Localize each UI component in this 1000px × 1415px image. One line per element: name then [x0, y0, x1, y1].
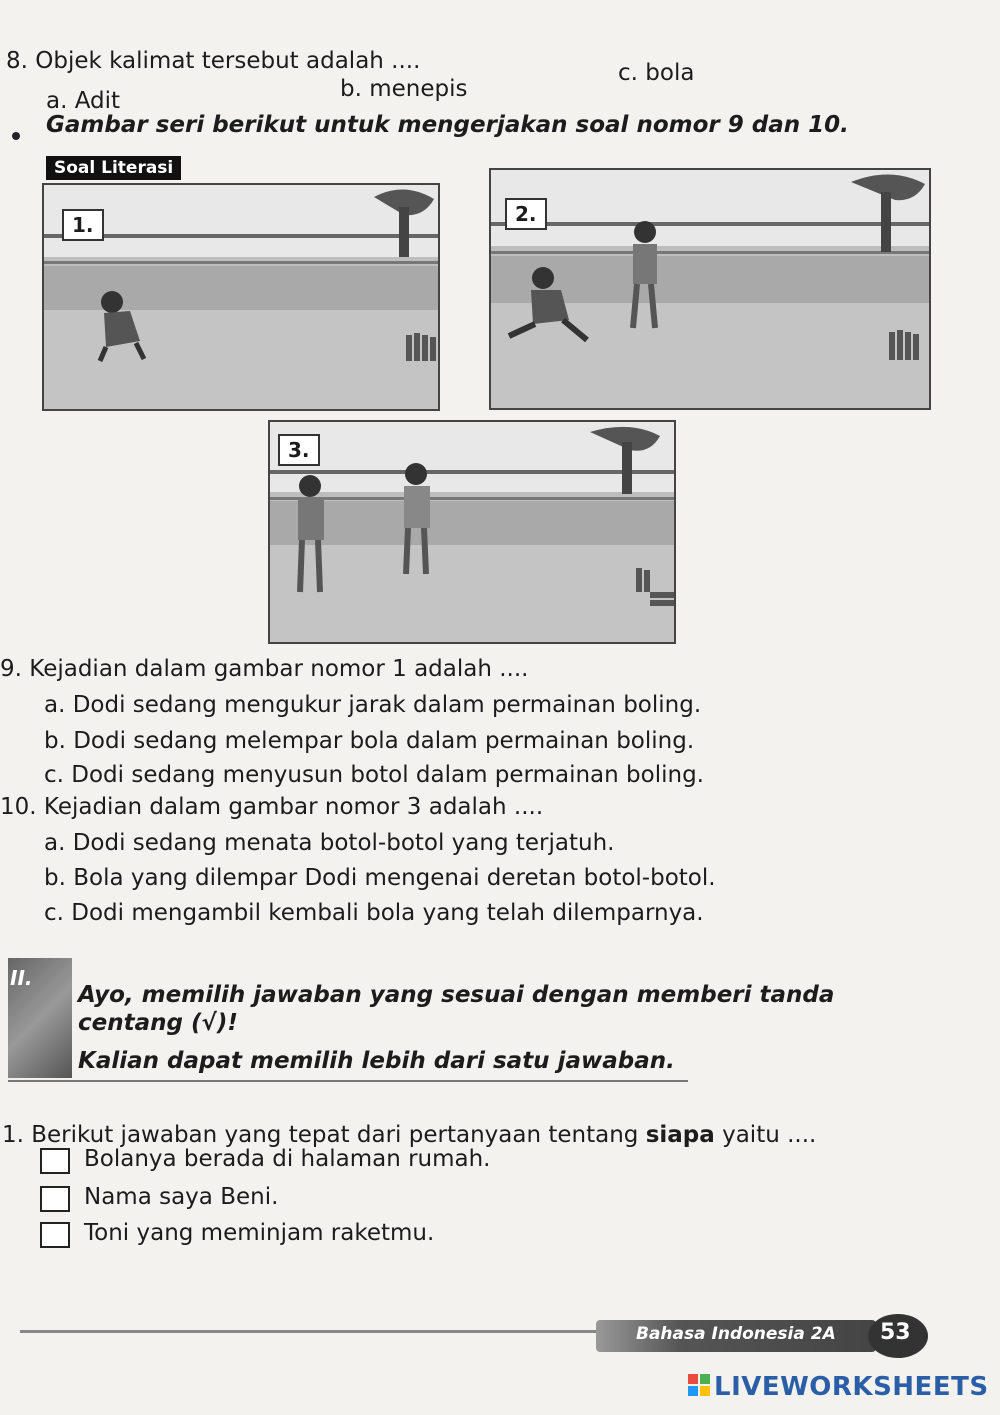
checkbox-choice-1[interactable]	[40, 1148, 70, 1174]
picture-panel-3	[268, 420, 676, 644]
section-2-roman: II.	[10, 966, 33, 990]
kid-head	[101, 291, 123, 313]
picture-panel-1	[42, 183, 440, 411]
section-divider	[8, 1080, 688, 1082]
q9-option-c: c. Dodi sedang menyusun botol dalam permainan boling.	[44, 762, 704, 788]
bottles-group	[406, 333, 436, 361]
page-number: 53	[880, 1320, 911, 1345]
picture-panel-2	[489, 168, 931, 410]
series-instruction: Gambar seri berikut untuk mengerjakan soal nomor 9 dan 10.	[46, 112, 849, 138]
section-2-line-3: Kalian dapat memilih lebih dari satu jawaban.	[78, 1048, 675, 1074]
choice-2-label: Nama saya Beni.	[84, 1184, 279, 1210]
footer-rule	[20, 1330, 600, 1333]
q10-option-b: b. Bola yang dilempar Dodi mengenai deretan botol-botol.	[44, 865, 716, 891]
soal-literasi-badge: Soal Literasi	[46, 156, 181, 180]
q8-question: 8. Objek kalimat tersebut adalah ....	[6, 48, 421, 74]
choice-3-label: Toni yang meminjam raketmu.	[84, 1220, 435, 1246]
section-2-line-1: Ayo, memilih jawaban yang sesuai dengan memberi tanda	[78, 982, 835, 1008]
q10-option-c: c. Dodi mengambil kembali bola yang telah dilemparnya.	[44, 900, 704, 926]
panel-3-scene	[270, 422, 674, 642]
checkbox-choice-2[interactable]	[40, 1186, 70, 1212]
liveworksheets-watermark: LIVEWORKSHEETS	[714, 1372, 989, 1402]
panel-1-number: 1.	[62, 209, 104, 241]
q10-option-a: a. Dodi sedang menata botol-botol yang terjatuh.	[44, 830, 615, 856]
q1-question: 1. Berikut jawaban yang tepat dari pertanyaan tentang siapa yaitu ....	[2, 1122, 817, 1148]
panel-3-number: 3.	[278, 434, 320, 466]
q8-option-b: b. menepis	[340, 76, 468, 102]
q8-option-c: c. bola	[618, 60, 695, 86]
liveworksheets-logo-icon	[688, 1374, 710, 1396]
q9-option-b: b. Dodi sedang melempar bola dalam permainan boling.	[44, 728, 695, 754]
panel-2-scene	[491, 170, 929, 408]
q9-question: 9. Kejadian dalam gambar nomor 1 adalah ....	[0, 656, 529, 682]
panel-2-number: 2.	[505, 198, 547, 230]
q9-option-a: a. Dodi sedang mengukur jarak dalam permainan boling.	[44, 692, 702, 718]
section-2-line-2: centang (√)!	[78, 1010, 238, 1036]
footer-book-title: Bahasa Indonesia 2A	[636, 1324, 836, 1344]
bullet-dot	[12, 132, 20, 140]
q10-question: 10. Kejadian dalam gambar nomor 3 adalah ....	[0, 794, 544, 820]
checkbox-choice-3[interactable]	[40, 1222, 70, 1248]
q8-option-a: a. Adit	[46, 88, 121, 114]
choice-1-label: Bolanya berada di halaman rumah.	[84, 1146, 491, 1172]
